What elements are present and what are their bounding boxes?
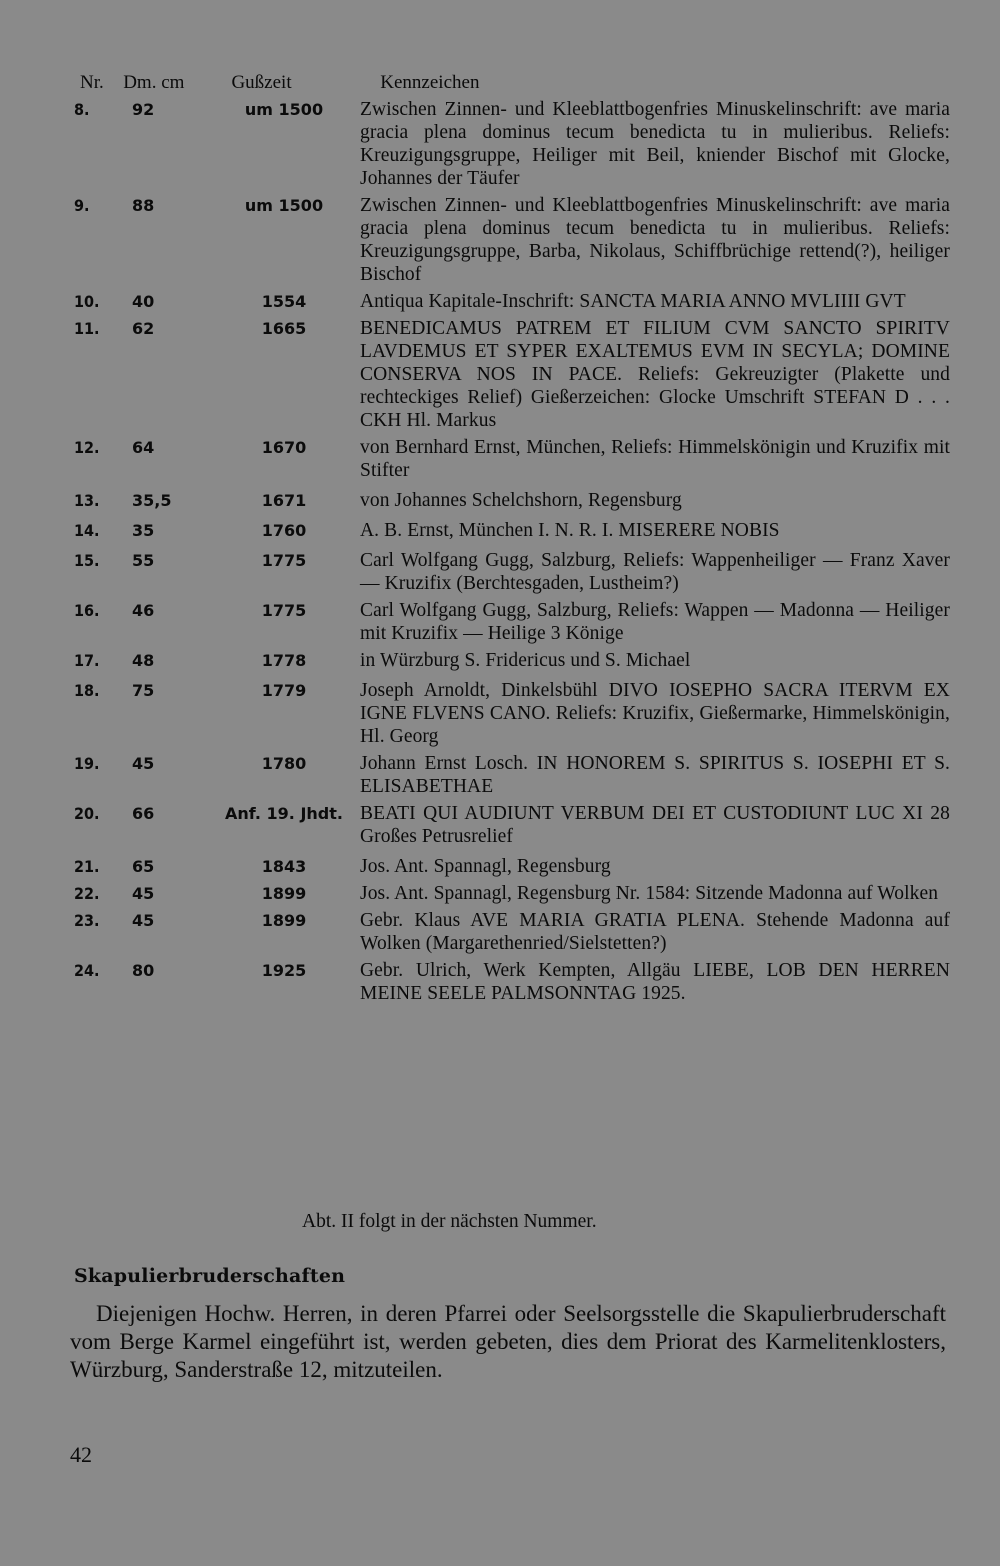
cell-features: von Bernhard Ernst, München, Reliefs: Himmelskönigin und Kruzifix mit Stifter xyxy=(360,437,950,481)
cell-casting-time: 1671 xyxy=(261,491,307,510)
cell-diameter: 64 xyxy=(132,438,155,457)
table-header xyxy=(68,72,958,98)
cell-features: Carl Wolfgang Gugg, Salzburg, Reliefs: Wappen — Madonna — Heiliger mit Kruzifix — Heilige 3 Könige xyxy=(360,600,950,644)
cell-diameter: 45 xyxy=(132,911,155,930)
cell-casting-time: 1665 xyxy=(261,319,307,338)
cell-casting-time: 1760 xyxy=(261,521,307,540)
cell-casting-time: 1778 xyxy=(261,651,307,670)
header-nr: Nr. xyxy=(80,72,104,93)
cell-diameter: 62 xyxy=(132,319,155,338)
cell-nr: 10. xyxy=(74,292,100,311)
table-row xyxy=(68,909,958,955)
cell-diameter: 48 xyxy=(132,651,155,670)
cell-nr: 12. xyxy=(74,438,100,457)
cell-features: BENEDICAMUS PATREM ET FILIUM CVM SANCTO SPIRITV LAVDEMUS ET SYPER EXALTEMUS EVM IN SECYLA; DOMINE CONSERVA NOS IN PACE. Reliefs: Gekreuzigter (Plakette und rechteckiges Relief) Gießerzeichen: Glocke Umschrift STEFAN D . . . CKH Hl. Markus xyxy=(360,318,950,431)
cell-nr: 9. xyxy=(74,196,90,215)
table-row xyxy=(68,98,958,190)
cell-nr: 13. xyxy=(74,491,100,510)
table-row xyxy=(68,882,958,905)
cell-features: Jos. Ant. Spannagl, Regensburg Nr. 1584: Sitzende Madonna auf Wolken xyxy=(360,883,939,904)
cell-nr: 8. xyxy=(74,100,90,119)
cell-casting-time: 1780 xyxy=(261,754,307,773)
header-casting-time: Gußzeit xyxy=(231,72,292,93)
cell-features: Carl Wolfgang Gugg, Salzburg, Reliefs: Wappenheiliger — Franz Xaver — Kruzifix (Berchtesgaden, Lustheim?) xyxy=(360,550,950,594)
page-number: 42 xyxy=(70,1442,92,1467)
body-paragraph: Diejenigen Hochw. Herren, in deren Pfarrei oder Seelsorgsstelle die Skapulierbruderschaft vom Berge Karmel eingeführt ist, werden gebeten, dies dem Priorat des Karmelitenklosters, Würzburg, Sanderstraße 12, mitzuteilen. xyxy=(70,1301,946,1382)
section-title: Skapulierbruderschaften xyxy=(74,1265,346,1287)
cell-diameter: 35,5 xyxy=(132,491,172,510)
cell-features: BEATI QUI AUDIUNT VERBUM DEI ET CUSTODIUNT LUC XI 28 Großes Petrusrelief xyxy=(360,803,950,847)
cell-casting-time: 1775 xyxy=(261,601,307,620)
cell-casting-time: um 1500 xyxy=(244,196,324,215)
cell-diameter: 65 xyxy=(132,857,155,876)
table-row xyxy=(68,549,958,595)
cell-features: Gebr. Ulrich, Werk Kempten, Allgäu LIEBE, LOB DEN HERREN MEINE SEELE PALMSONNTAG 1925. xyxy=(360,960,950,1004)
cell-diameter: 45 xyxy=(132,884,155,903)
table-row xyxy=(68,436,958,482)
table-row xyxy=(68,649,958,672)
cell-casting-time: 1554 xyxy=(261,292,307,311)
cell-casting-time: um 1500 xyxy=(244,100,324,119)
cell-diameter: 75 xyxy=(132,681,155,700)
cell-nr: 21. xyxy=(74,857,100,876)
table-row xyxy=(68,317,958,432)
cell-features: Antiqua Kapitale-Inschrift: SANCTA MARIA ANNO MVLIIII GVT xyxy=(360,291,906,312)
cell-casting-time: 1670 xyxy=(261,438,307,457)
cell-features: Zwischen Zinnen- und Kleeblattbogenfries Minuskelinschrift: ave maria gracia plena dominus tecum benedicta tu in mulieribus. Reliefs: Kreuzigungsgruppe, Heiliger mit Beil, kniender Bischof mit Glocke, Johannes der Täufer xyxy=(360,99,950,189)
cell-nr: 11. xyxy=(74,319,100,338)
table-row xyxy=(68,519,958,542)
bell-table xyxy=(68,72,958,1005)
cell-features: Johann Ernst Losch. IN HONOREM S. SPIRITUS S. IOSEPHI ET S. ELISABETHAE xyxy=(360,753,950,797)
table-row xyxy=(68,959,958,1005)
header-features: Kennzeichen xyxy=(380,72,480,93)
cell-casting-time: 1899 xyxy=(261,911,307,930)
cell-features: Zwischen Zinnen- und Kleeblattbogenfries Minuskelinschrift: ave maria gracia plena dominus tecum benedicta tu in mulieribus. Reliefs: Kreuzigungsgruppe, Barba, Nikolaus, Schiffbrüchige rettend(?), heiliger Bischof xyxy=(360,195,950,285)
cell-nr: 18. xyxy=(74,681,100,700)
cell-diameter: 46 xyxy=(132,601,155,620)
cell-nr: 16. xyxy=(74,601,100,620)
cell-nr: 22. xyxy=(74,884,100,903)
cell-nr: 23. xyxy=(74,911,100,930)
cell-nr: 17. xyxy=(74,651,100,670)
cell-diameter: 88 xyxy=(132,196,155,215)
table-row xyxy=(68,194,958,286)
cell-nr: 24. xyxy=(74,961,100,980)
cell-diameter: 80 xyxy=(132,961,155,980)
cell-diameter: 66 xyxy=(132,804,155,823)
continuation-note: Abt. II folgt in der nächsten Nummer. xyxy=(302,1211,597,1232)
table-row xyxy=(68,489,958,512)
cell-casting-time: 1899 xyxy=(261,884,307,903)
cell-features: von Johannes Schelchshorn, Regensburg xyxy=(360,490,682,511)
cell-casting-time: 1843 xyxy=(261,857,307,876)
cell-diameter: 40 xyxy=(132,292,155,311)
table-row xyxy=(68,802,958,848)
cell-nr: 15. xyxy=(74,551,100,570)
cell-features: Jos. Ant. Spannagl, Regensburg xyxy=(360,856,611,877)
cell-features: in Würzburg S. Fridericus und S. Michael xyxy=(360,650,691,671)
table-row xyxy=(68,679,958,748)
cell-features: Joseph Arnoldt, Dinkelsbühl DIVO IOSEPHO SACRA ITERVM EX IGNE FLVENS CANO. Reliefs: Kruzifix, Gießermarke, Himmelskönigin, Hl. Georg xyxy=(360,680,950,747)
cell-nr: 20. xyxy=(74,804,100,823)
cell-features: Gebr. Klaus AVE MARIA GRATIA PLENA. Stehende Madonna auf Wolken (Margarethenried/Sielstetten?) xyxy=(360,910,950,954)
cell-diameter: 55 xyxy=(132,551,155,570)
cell-casting-time: 1779 xyxy=(261,681,307,700)
cell-casting-time: 1775 xyxy=(261,551,307,570)
cell-nr: 19. xyxy=(74,754,100,773)
table-row xyxy=(68,599,958,645)
cell-diameter: 35 xyxy=(132,521,155,540)
cell-features: A. B. Ernst, München I. N. R. I. MISERERE NOBIS xyxy=(360,520,780,541)
cell-nr: 14. xyxy=(74,521,100,540)
table-row xyxy=(68,855,958,878)
table-row xyxy=(68,290,958,313)
table-row xyxy=(68,752,958,798)
cell-casting-time: Anf. 19. Jhdt. xyxy=(225,804,343,823)
cell-casting-time: 1925 xyxy=(261,961,307,980)
cell-diameter: 45 xyxy=(132,754,155,773)
cell-diameter: 92 xyxy=(132,100,155,119)
header-diameter: Dm. cm xyxy=(123,72,185,93)
